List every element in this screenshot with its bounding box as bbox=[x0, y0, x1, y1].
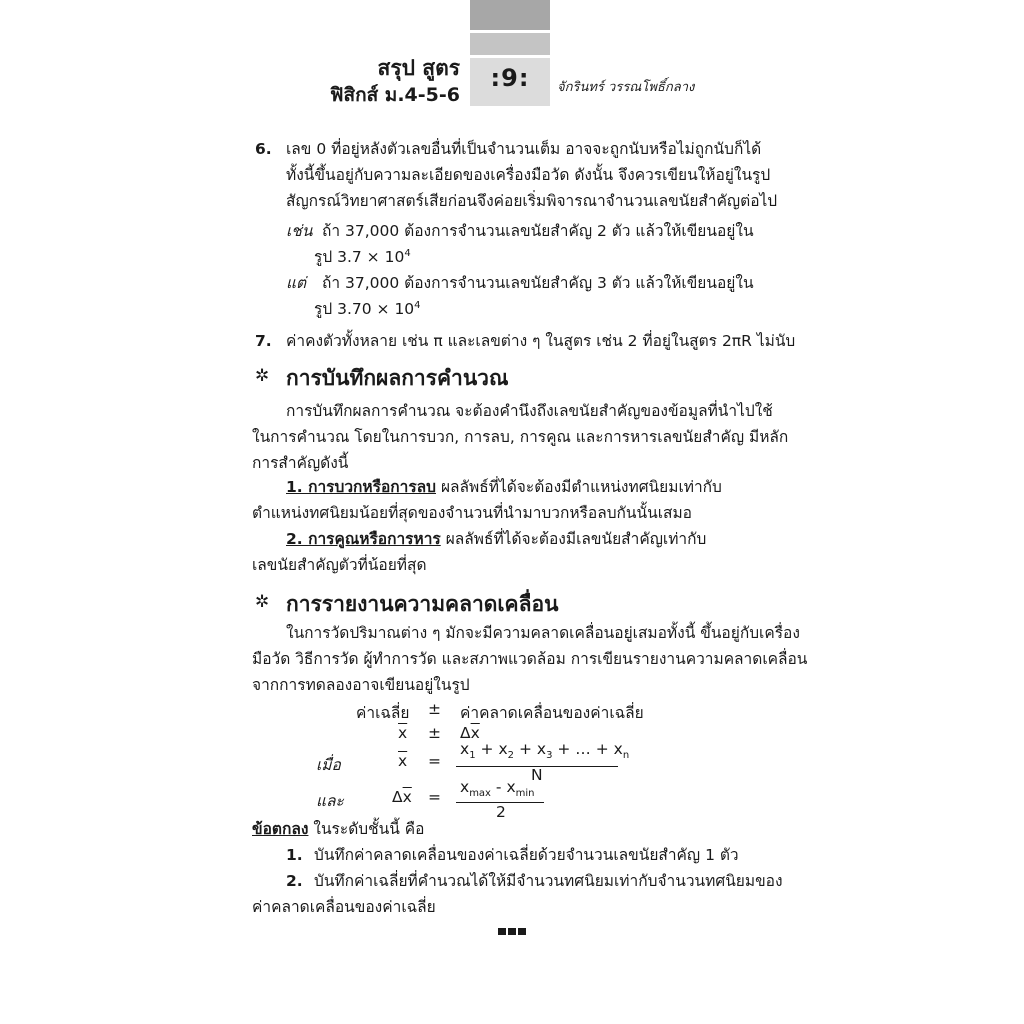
formula-and-label: และ bbox=[316, 792, 344, 810]
formula-error-label: ค่าคลาดเคลื่อนของค่าเฉลี่ย bbox=[460, 704, 644, 722]
item-number-6: 6. bbox=[255, 140, 272, 158]
example-1-form: รูป $3.7 \times 10^4$ bbox=[314, 248, 411, 267]
author-name: จักรินทร์ วรรณโพธิ์กลาง bbox=[557, 80, 695, 95]
header-gray-block-middle bbox=[470, 33, 550, 55]
example-2-text: ถ้า 37,000 ต้องการจำนวนเลขนัยสำคัญ 3 ตัว แล้วให้เขียนอยู่ใน bbox=[322, 274, 754, 292]
example-2-form: รูป $3.70 \times 10^4$ bbox=[314, 300, 421, 319]
item-7-text: ค่าคงตัวทั้งหลาย เช่น π และเลขต่าง ๆ ในสูตร เช่น 2 ที่อยู่ในสูตร 2πR ไม่นับ bbox=[286, 332, 796, 350]
end-of-page-mark bbox=[498, 928, 526, 935]
formula-mean-denominator: N bbox=[531, 766, 543, 784]
agreement-number-1: 1. bbox=[286, 846, 303, 864]
section-bullet-icon: ✲ bbox=[255, 366, 270, 386]
example-label-2: แต่ bbox=[286, 274, 307, 292]
error-paragraph-line-3: จากการทดลองอาจเขียนอยู่ในรูป bbox=[252, 676, 470, 694]
item-6-line-3: สัญกรณ์วิทยาศาสตร์เสียก่อนจึงค่อยเริ่มพิจารณาจำนวนเลขนัยสำคัญต่อไป bbox=[286, 192, 778, 210]
agreement-text: ในระดับชั้นนี้ คือ bbox=[313, 820, 425, 838]
item-number-7: 7. bbox=[255, 332, 272, 350]
error-paragraph-line-2: มือวัด วิธีการวัด ผู้ทำการวัด และสภาพแวดล้อม การเขียนรายงานความคลาดเคลื่อน bbox=[252, 650, 808, 668]
agreement-2-line-2: ค่าคลาดเคลื่อนของค่าเฉลี่ย bbox=[252, 898, 436, 916]
rule-2 bbox=[286, 530, 706, 549]
section-heading-error: การรายงานความคลาดเคลื่อน bbox=[286, 592, 559, 616]
formula-xbar: $\overline{x}$ bbox=[398, 724, 408, 742]
example-label-1: เช่น bbox=[286, 222, 313, 240]
calc-paragraph-line-3: การสำคัญดังนี้ bbox=[252, 454, 349, 472]
agreement-label: ข้อตกลง bbox=[252, 820, 309, 838]
formula-equals-2: = bbox=[428, 788, 441, 806]
formula-error-numerator: $x_{max} - x_{min}$ bbox=[460, 778, 535, 799]
rule-1-line-2: ตำแหน่งทศนิยมน้อยที่สุดของจำนวนที่นำมาบวกหรือลบกันนั้นเสมอ bbox=[252, 504, 692, 522]
agreement-2-text: บันทึกค่าเฉลี่ยที่คำนวณได้ให้มีจำนวนทศนิยมเท่ากับจำนวนทศนิยมของ bbox=[314, 872, 783, 890]
rule-2-text: ผลลัพธ์ที่ได้จะต้องมีเลขนัยสำคัญเท่ากับ bbox=[445, 530, 707, 548]
formula-mean-label: ค่าเฉลี่ย bbox=[356, 704, 410, 722]
error-paragraph-line-1: ในการวัดปริมาณต่าง ๆ มักจะมีความคลาดเคลื่อนอยู่เสมอทั้งนี้ ขึ้นอยู่กับเครื่อง bbox=[286, 624, 800, 642]
formula-delta-xbar: $\Delta\overline{x}$ bbox=[460, 724, 480, 742]
formula-equals-1: = bbox=[428, 752, 441, 770]
calc-paragraph-line-1: การบันทึกผลการคำนวณ จะต้องคำนึงถึงเลขนัยสำคัญของข้อมูลที่นำไปใช้ bbox=[286, 402, 773, 420]
calc-paragraph-line-2: ในการคำนวณ โดยในการบวก, การลบ, การคูณ และการหารเลขนัยสำคัญ มีหลัก bbox=[252, 428, 789, 446]
book-title: สรุป สูตร bbox=[377, 56, 460, 80]
book-subtitle: ฟิสิกส์ ม.4-5-6 bbox=[330, 84, 460, 106]
item-6-line-1: เลข 0 ที่อยู่หลังตัวเลขอื่นที่เป็นจำนวนเต็ม อาจจะถูกนับหรือไม่ถูกนับก็ได้ bbox=[286, 140, 762, 158]
formula-delta-xbar-def: $\Delta\overline{x}$ bbox=[392, 788, 412, 806]
formula-plus-minus: ± bbox=[428, 700, 441, 718]
header-gray-block-top bbox=[470, 0, 550, 30]
item-6-line-2: ทั้งนี้ขึ้นอยู่กับความละเอียดของเครื่องมือวัด ดังนั้น จึงควรเขียนให้อยู่ในรูป bbox=[286, 166, 771, 184]
agreement-number-2: 2. bbox=[286, 872, 303, 890]
agreement-1-text: บันทึกค่าคลาดเคลื่อนของค่าเฉลี่ยด้วยจำนวนเลขนัยสำคัญ 1 ตัว bbox=[314, 846, 739, 864]
formula-mean-numerator: $x_1 + x_2 + x_3$ + … + $x_n$ bbox=[460, 740, 630, 761]
section-heading-calculation: การบันทึกผลการคำนวณ bbox=[286, 366, 509, 390]
formula-when-label: เมื่อ bbox=[316, 756, 341, 774]
formula-xbar-def: $\overline{x}$ bbox=[398, 752, 408, 770]
section-bullet-icon: ✲ bbox=[255, 592, 270, 612]
agreement-intro bbox=[252, 820, 424, 839]
rule-1-text: ผลลัพธ์ที่ได้จะต้องมีตำแหน่งทศนิยมเท่ากับ bbox=[440, 478, 722, 496]
rule-1-label: 1. การบวกหรือการลบ bbox=[286, 478, 437, 496]
example-1-text: ถ้า 37,000 ต้องการจำนวนเลขนัยสำคัญ 2 ตัว แล้วให้เขียนอยู่ใน bbox=[322, 222, 754, 240]
formula-error-denominator: 2 bbox=[496, 803, 506, 821]
rule-2-line-2: เลขนัยสำคัญตัวที่น้อยที่สุด bbox=[252, 556, 427, 574]
rule-2-label: 2. การคูณหรือการหาร bbox=[286, 530, 441, 548]
formula-plus-minus-2: ± bbox=[428, 724, 441, 742]
rule-1 bbox=[286, 478, 722, 497]
page-number: :9: bbox=[490, 64, 530, 92]
